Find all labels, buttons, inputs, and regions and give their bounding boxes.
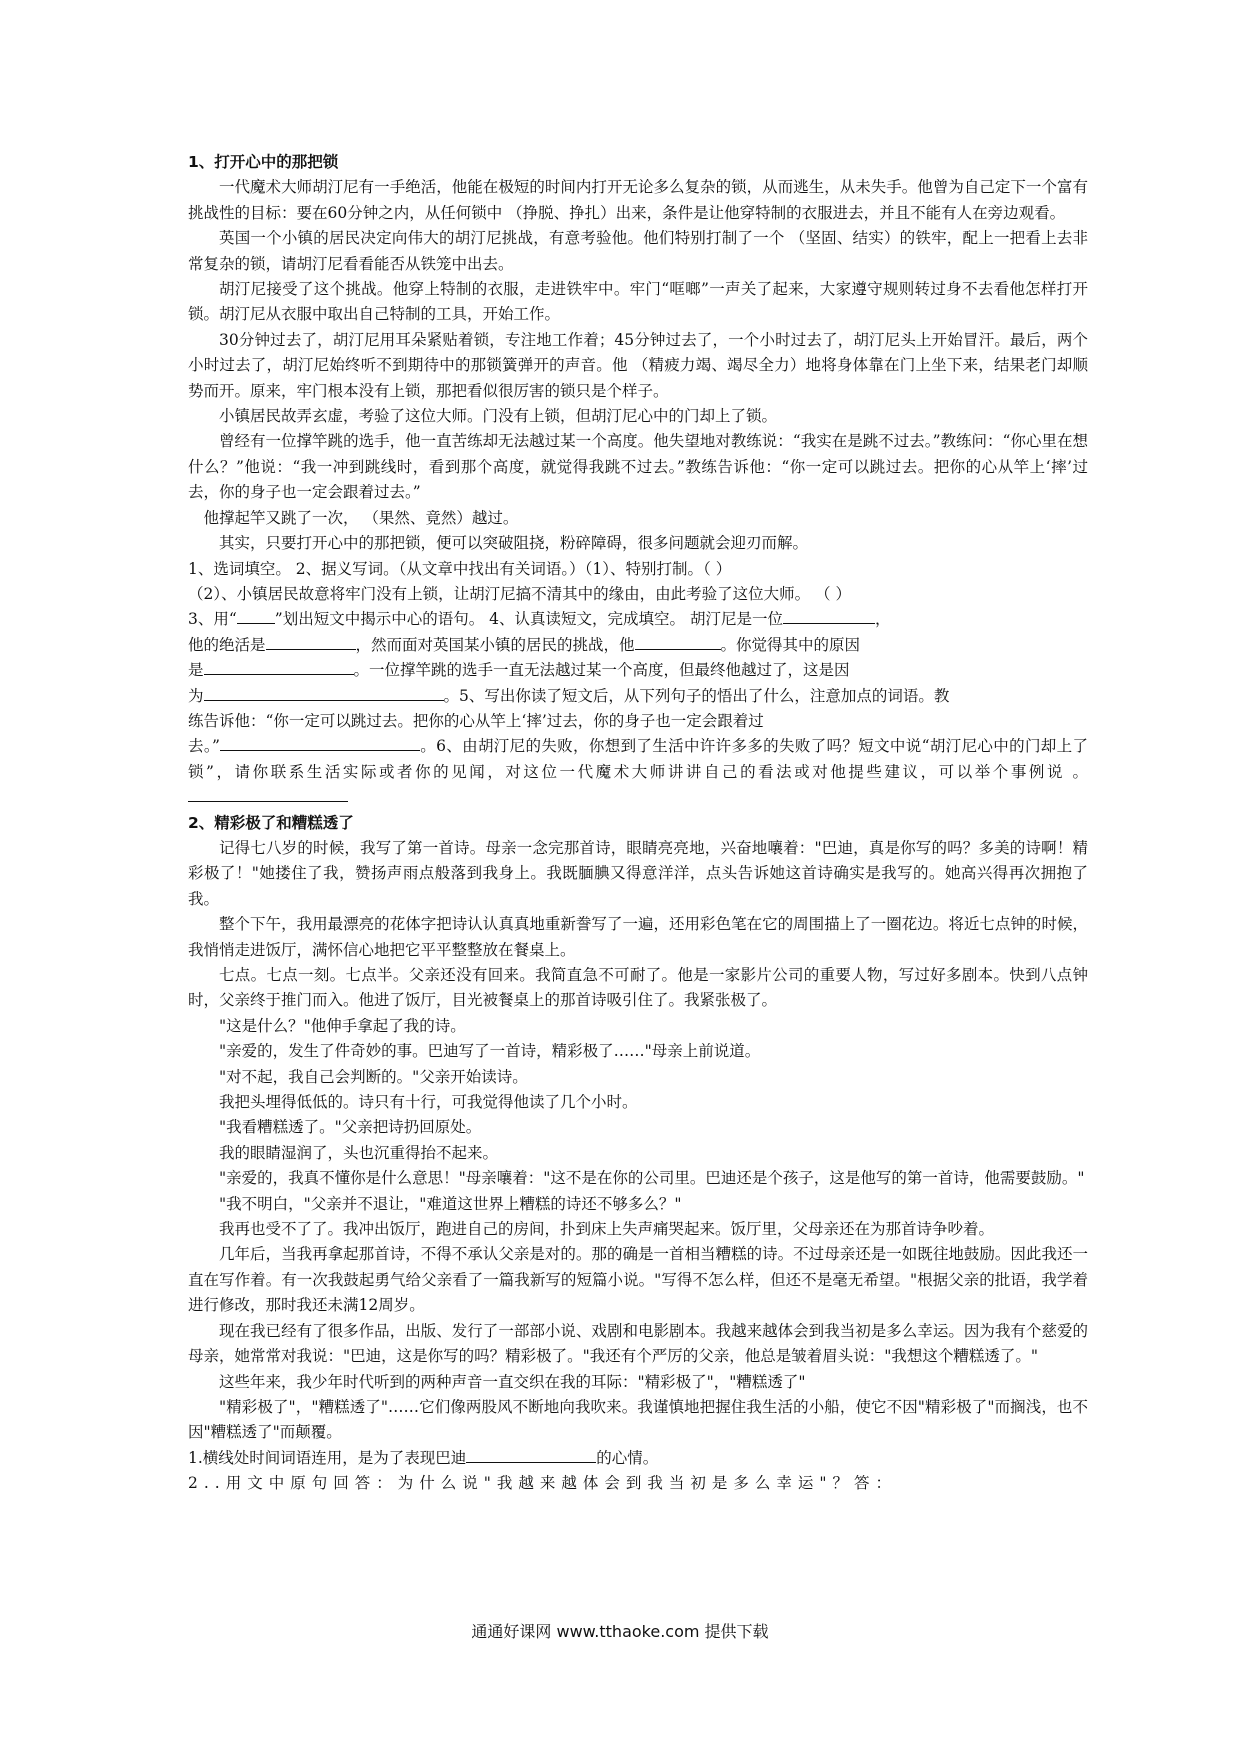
- paragraph: 记得七八岁的时候，我写了第一首诗。母亲一念完那首诗，眼睛亮亮地，兴奋地嚷着："巴迪，真是你写的吗？多美的诗啊！精彩极了！"她搂住了我，赞扬声雨点般落到我身上。我既腼腆又得意洋洋，点头告诉她这首诗确实是我写的。她高兴得再次拥抱了我。: [188, 838, 1088, 908]
- paragraph: 我再也受不了了。我冲出饭厅，跑进自己的房间，扑到床上失声痛哭起来。饭厅里，父母亲还在为那首诗争吵着。: [219, 1220, 995, 1239]
- paragraph: "我看糟糕透了。"父亲把诗扔回原处。: [219, 1118, 482, 1137]
- document-page: [188, 150, 1088, 1497]
- paragraph: 曾经有一位撑竿跳的选手，他一直苦练却无法越过某一个高度。他失望地对教练说：“我实在是跳不过去。”教练问：“你心里在想什么？”他说：“我一冲到跳线时，看到那个高度，就觉得我跳不过去。”教练告诉他：“你一定可以跳过去。把你的心从竿上‘摔’过去，你的身子也一定会跟着过去。”: [188, 432, 1088, 502]
- paragraph: 英国一个小镇的居民决定向伟大的胡汀尼挑战，有意考验他。他们特别打制了一个 （坚固、结实）的铁牢，配上一把看上去非常复杂的锁，请胡汀尼看看能否从铁笼中出去。: [188, 229, 1088, 273]
- paragraph: 其实，只要打开心中的那把锁，便可以突破阻挠，粉碎障碍，很多问题就会迎刃而解。: [219, 534, 809, 553]
- paragraph: "亲爱的，发生了件奇妙的事。巴迪写了一首诗，精彩极了……"母亲上前说道。: [219, 1042, 761, 1061]
- paragraph: 小镇居民故弄玄虚，考验了这位大师。门没有上锁，但胡汀尼心中的门却上了锁。: [219, 407, 778, 426]
- paragraph: "精彩极了"，"糟糕透了"……它们像两股风不断地向我吹来。我谨慎地把握住我生活的小船，使它不因"精彩极了"而搁浅，也不因"糟糕透了"而颠覆。: [188, 1397, 1088, 1442]
- answer-blank[interactable]: [635, 633, 721, 650]
- paragraph: "这是什么？"他伸手拿起了我的诗。: [219, 1016, 466, 1035]
- paragraph: 现在我已经有了很多作品，出版、发行了一部部小说、戏剧和电影剧本。我越来越体会到我当初是多么幸运。因为我有个慈爱的母亲，她常常对我说："巴迪，这是你写的吗？精彩极了。"我还有个严厉的父亲，他总是皱着眉头说："我想这个糟糕透了。": [188, 1321, 1088, 1366]
- paragraph: "我不明白，"父亲并不退让，"难道这世界上糟糕的诗还不够多么？": [219, 1194, 682, 1213]
- paragraph: 我的眼睛湿润了，头也沉重得抬不起来。: [219, 1143, 499, 1162]
- answer-blank[interactable]: [204, 658, 354, 675]
- paragraph: "亲爱的，我真不懂你是什么意思！"母亲嚷着："这不是在你的公司里。巴迪还是个孩子，这是他写的第一首诗，他需要鼓励。": [219, 1169, 1085, 1188]
- paragraph: 几年后，当我再拿起那首诗，不得不承认父亲是对的。那的确是一首相当糟糕的诗。不过母亲还是一如既往地鼓励。因此我还一直在写作着。有一次我鼓起勇气给父亲看了一篇我新写的短篇小说。"写得不怎么样，但还不是毫无希望。"根据父亲的批语，我学着进行修改，那时我还未满12周岁。: [188, 1245, 1088, 1315]
- question-5-quote: 练告诉他：“你一定可以跳过去。把你的心从竿上‘摔’过去，你的身子也一定会跟着过: [188, 711, 764, 730]
- paragraph: 这些年来，我少年时代听到的两种声音一直交织在我的耳际："精彩极了"，"糟糕透了": [219, 1372, 806, 1391]
- paragraph: "对不起，我自己会判断的。"父亲开始读诗。: [219, 1067, 528, 1086]
- answer-blank[interactable]: [220, 734, 420, 751]
- paragraph: 整个下午，我用最漂亮的花体字把诗认认真真地重新誊写了一遍，还用彩色笔在它的周围描上了一圈花边。将近七点钟的时候，我悄悄走进饭厅，满怀信心地把它平平整整放在餐桌上。: [188, 915, 1088, 959]
- answer-blank[interactable]: [466, 1446, 596, 1463]
- paragraph: 七点。七点一刻。七点半。父亲还没有回来。我简直急不可耐了。他是一家影片公司的重要人物，写过好多剧本。快到八点钟时，父亲终于推门而入。他进了饭厅，目光被餐桌上的那首诗吸引住了。我紧张极了。: [188, 966, 1088, 1010]
- answer-blank[interactable]: [783, 607, 875, 624]
- question-2-2: （2）、小镇居民故意将牢门没有上锁，让胡汀尼搞不清其中的缘由，由此考验了这位大师。 （ ）: [188, 584, 851, 603]
- question-2: 2..用文中原句回答：为什么说"我越来越体会到我当初是多么幸运"？答：: [188, 1474, 897, 1493]
- question-4-fill-2: 是 。一位撑竿跳的选手一直无法越过某一个高度，但最终他越过了，这是因: [188, 658, 1088, 683]
- paragraph: 一代魔术大师胡汀尼有一手绝活，他能在极短的时间内打开无论多么复杂的锁，从而逃生，从未失手。他曾为自己定下一个富有挑战性的目标：要在60分钟之内，从任何锁中 （挣脱、挣扎）出来，条件是让他穿特制的衣服进去，并且不能有人在旁边观看。: [188, 178, 1088, 222]
- answer-blank[interactable]: [266, 633, 356, 650]
- question-3-4: 3、用“ ”划出短文中揭示中心的语句。 4、认真读短文，完成填空。 胡汀尼是一位 ，: [188, 607, 1088, 632]
- paragraph: 我把头埋得低低的。诗只有十行，可我觉得他读了几个小时。: [219, 1093, 638, 1112]
- paragraph: 他撑起竿又跳了一次， （果然、竟然）越过。: [203, 508, 519, 527]
- question-5: 为 。5、写出你读了短文后，从下列句子的悟出了什么，注意加点的词语。教: [188, 684, 1088, 709]
- paragraph: 30分钟过去了，胡汀尼用耳朵紧贴着锁，专注地工作着；45分钟过去了，一个小时过去了，胡汀尼头上开始冒汗。最后，两个小时过去了，胡汀尼始终听不到期待中的那锁簧弹开的声音。他 （精疲力竭、竭尽全力）地将身体靠在门上坐下来，结果老门却顺势而开。原来，牢门根本没有上锁，那把看似很厉害的锁只是个样子。: [188, 330, 1088, 400]
- answer-blank[interactable]: [204, 684, 444, 701]
- footer-credit: 通通好课网 www.tthaoke.com 提供下载: [471, 1622, 769, 1641]
- section1-title: 1、打开心中的那把锁: [188, 153, 339, 171]
- paragraph: 胡汀尼接受了这个挑战。他穿上特制的衣服，走进铁牢中。牢门“哐啷”一声关了起来，大家遵守规则转过身不去看他怎样打开锁。胡汀尼从衣服中取出自己特制的工具，开始工作。: [188, 280, 1088, 324]
- question-6: 去。” 。6、由胡汀尼的失败，你想到了生活中许许多多的失败了吗？短文中说“胡汀尼心中的门却上了锁”，请你联系生活实际或者你的见闻，对这位一代魔术大师讲讲自己的看法或对他提些建议，可以举个事例说 。: [188, 734, 1088, 810]
- question-1: 1.横线处时间词语连用，是为了表现巴迪 的心情。: [188, 1446, 1088, 1471]
- question-1-2: 1、选词填空。 2、据义写词。（从文章中找出有关词语。）（1）、特别打制。（ ）: [188, 559, 732, 578]
- section2-title: 2、精彩极了和糟糕透了: [188, 813, 354, 832]
- answer-blank[interactable]: [188, 785, 348, 802]
- answer-blank[interactable]: [237, 607, 275, 624]
- question-4-fill: 他的绝活是 ，然而面对英国某小镇的居民的挑战，他 。你觉得其中的原因: [188, 633, 1088, 658]
